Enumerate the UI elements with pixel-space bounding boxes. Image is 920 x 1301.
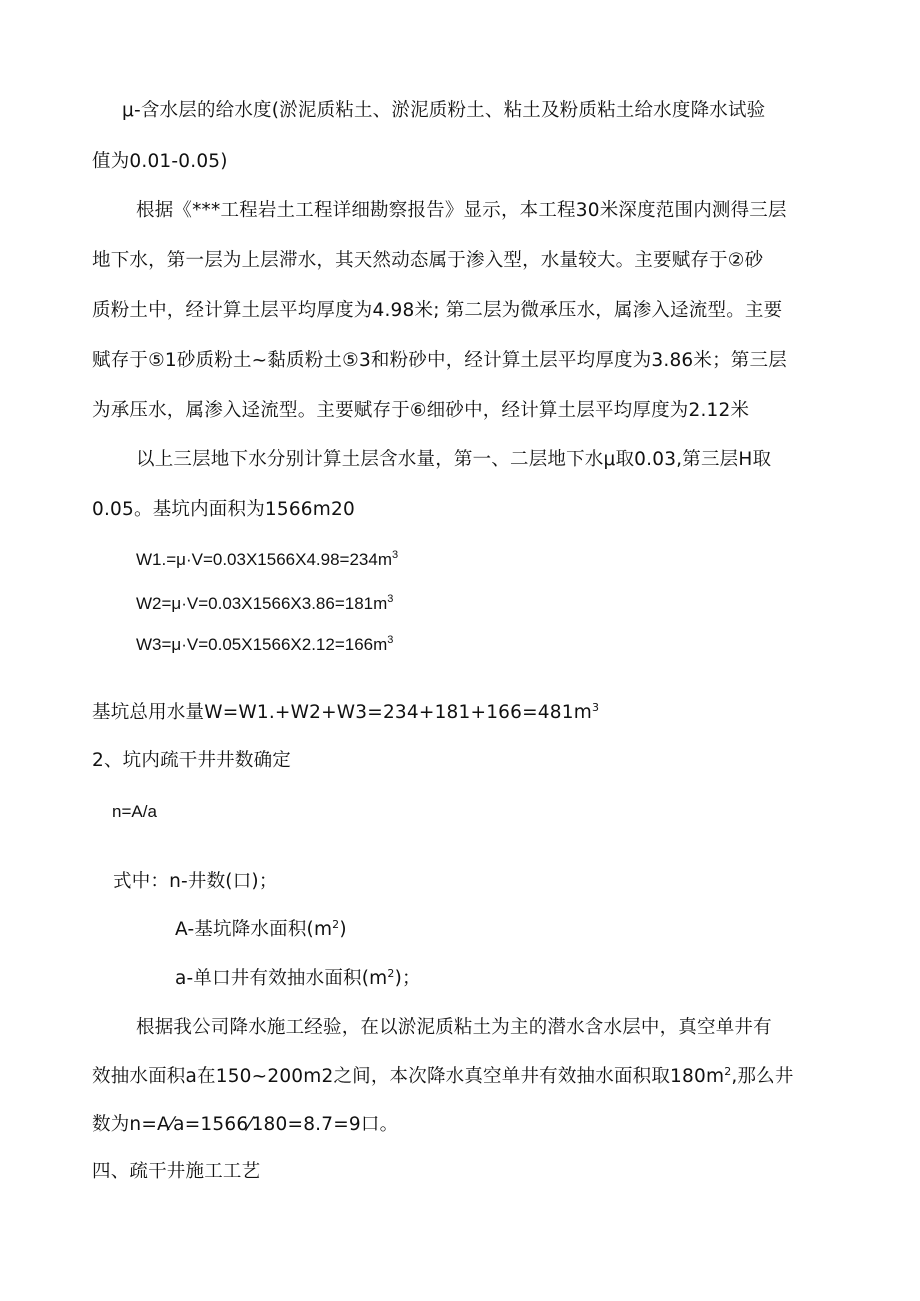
cubic-superscript: 3: [392, 549, 399, 561]
formula-w1-text: W1.=μ·V=0.03X1566X4.98=234m: [136, 550, 392, 569]
where-n-definition: 式中：n-井数(口)；: [113, 871, 278, 892]
square-superscript: 2: [332, 918, 340, 931]
formula-w3: [136, 634, 393, 656]
where-a-definition: [175, 967, 421, 991]
formula-w2-text: W2=μ·V=0.03X1566X3.86=181m: [136, 594, 388, 613]
formula-w2: [136, 593, 393, 615]
calculation-paragraph-line-2: 0.05。基坑内面积为1566m20: [92, 499, 355, 520]
experience-paragraph-line-3: 数为n=A⁄a=1566⁄180=8.7=9口。: [92, 1114, 399, 1135]
experience-paragraph-line-1: 根据我公司降水施工经验，在以淤泥质粘土为主的潜水含水层中，真空单井有: [136, 1017, 772, 1038]
where-A-text: A-基坑降水面积(m: [175, 919, 333, 940]
section-2-heading: 2、坑内疏干井井数确定: [92, 750, 291, 771]
experience-line-2-end: ,那么井: [731, 1066, 794, 1087]
mu-definition-line-2: 值为0.01-0.05): [92, 151, 228, 172]
cubic-superscript: 3: [387, 593, 394, 605]
square-superscript: 2: [724, 1065, 732, 1078]
square-superscript: 2: [387, 967, 395, 980]
formula-w1: [136, 549, 398, 571]
where-a-close: )；: [394, 968, 421, 989]
well-count-formula: n=A/a: [112, 802, 157, 821]
total-water-formula: [92, 701, 599, 725]
experience-paragraph-line-2: [92, 1065, 794, 1089]
total-water-text: 基坑总用水量W=W1.+W2+W3=234+181+166=481m: [92, 702, 592, 723]
mu-definition-line-1: μ-含水层的给水度(淤泥质粘土、淤泥质粉土、粘土及粉质粘土给水度降水试验: [122, 100, 766, 121]
where-A-close: ): [339, 919, 347, 940]
report-paragraph-line-1: 根据《***工程岩土工程详细勘察报告》显示，本工程30米深度范围内测得三层: [136, 200, 787, 221]
where-a-text: a-单口井有效抽水面积(m: [175, 968, 388, 989]
experience-line-2-text: 效抽水面积a在150~200m2之间，本次降水真空单井有效抽水面积取180m: [92, 1066, 725, 1087]
formula-w3-text: W3=μ·V=0.05X1566X2.12=166m: [136, 635, 388, 654]
report-paragraph-line-4: 赋存于⑤1砂质粉土~黏质粉土⑤3和粉砂中，经计算土层平均厚度为3.86米；第三层: [92, 350, 787, 371]
calculation-paragraph-line-1: 以上三层地下水分别计算土层含水量，第一、二层地下水μ取0.03,第三层H取: [136, 449, 772, 470]
where-A-definition: [175, 918, 347, 942]
cubic-superscript: 3: [387, 634, 394, 646]
section-4-heading: 四、疏干井施工工艺: [92, 1161, 261, 1182]
report-paragraph-line-3: 质粉土中，经计算土层平均厚度为4.98米; 第二层为微承压水，属渗入迳流型。主要: [92, 300, 783, 321]
cubic-superscript: 3: [591, 701, 600, 714]
report-paragraph-line-5: 为承压水，属渗入迳流型。主要赋存于⑥细砂中，经计算土层平均厚度为2.12米: [92, 400, 750, 421]
report-paragraph-line-2: 地下水，第一层为上层滞水，其天然动态属于渗入型，水量较大。主要赋存于②砂: [92, 250, 764, 271]
